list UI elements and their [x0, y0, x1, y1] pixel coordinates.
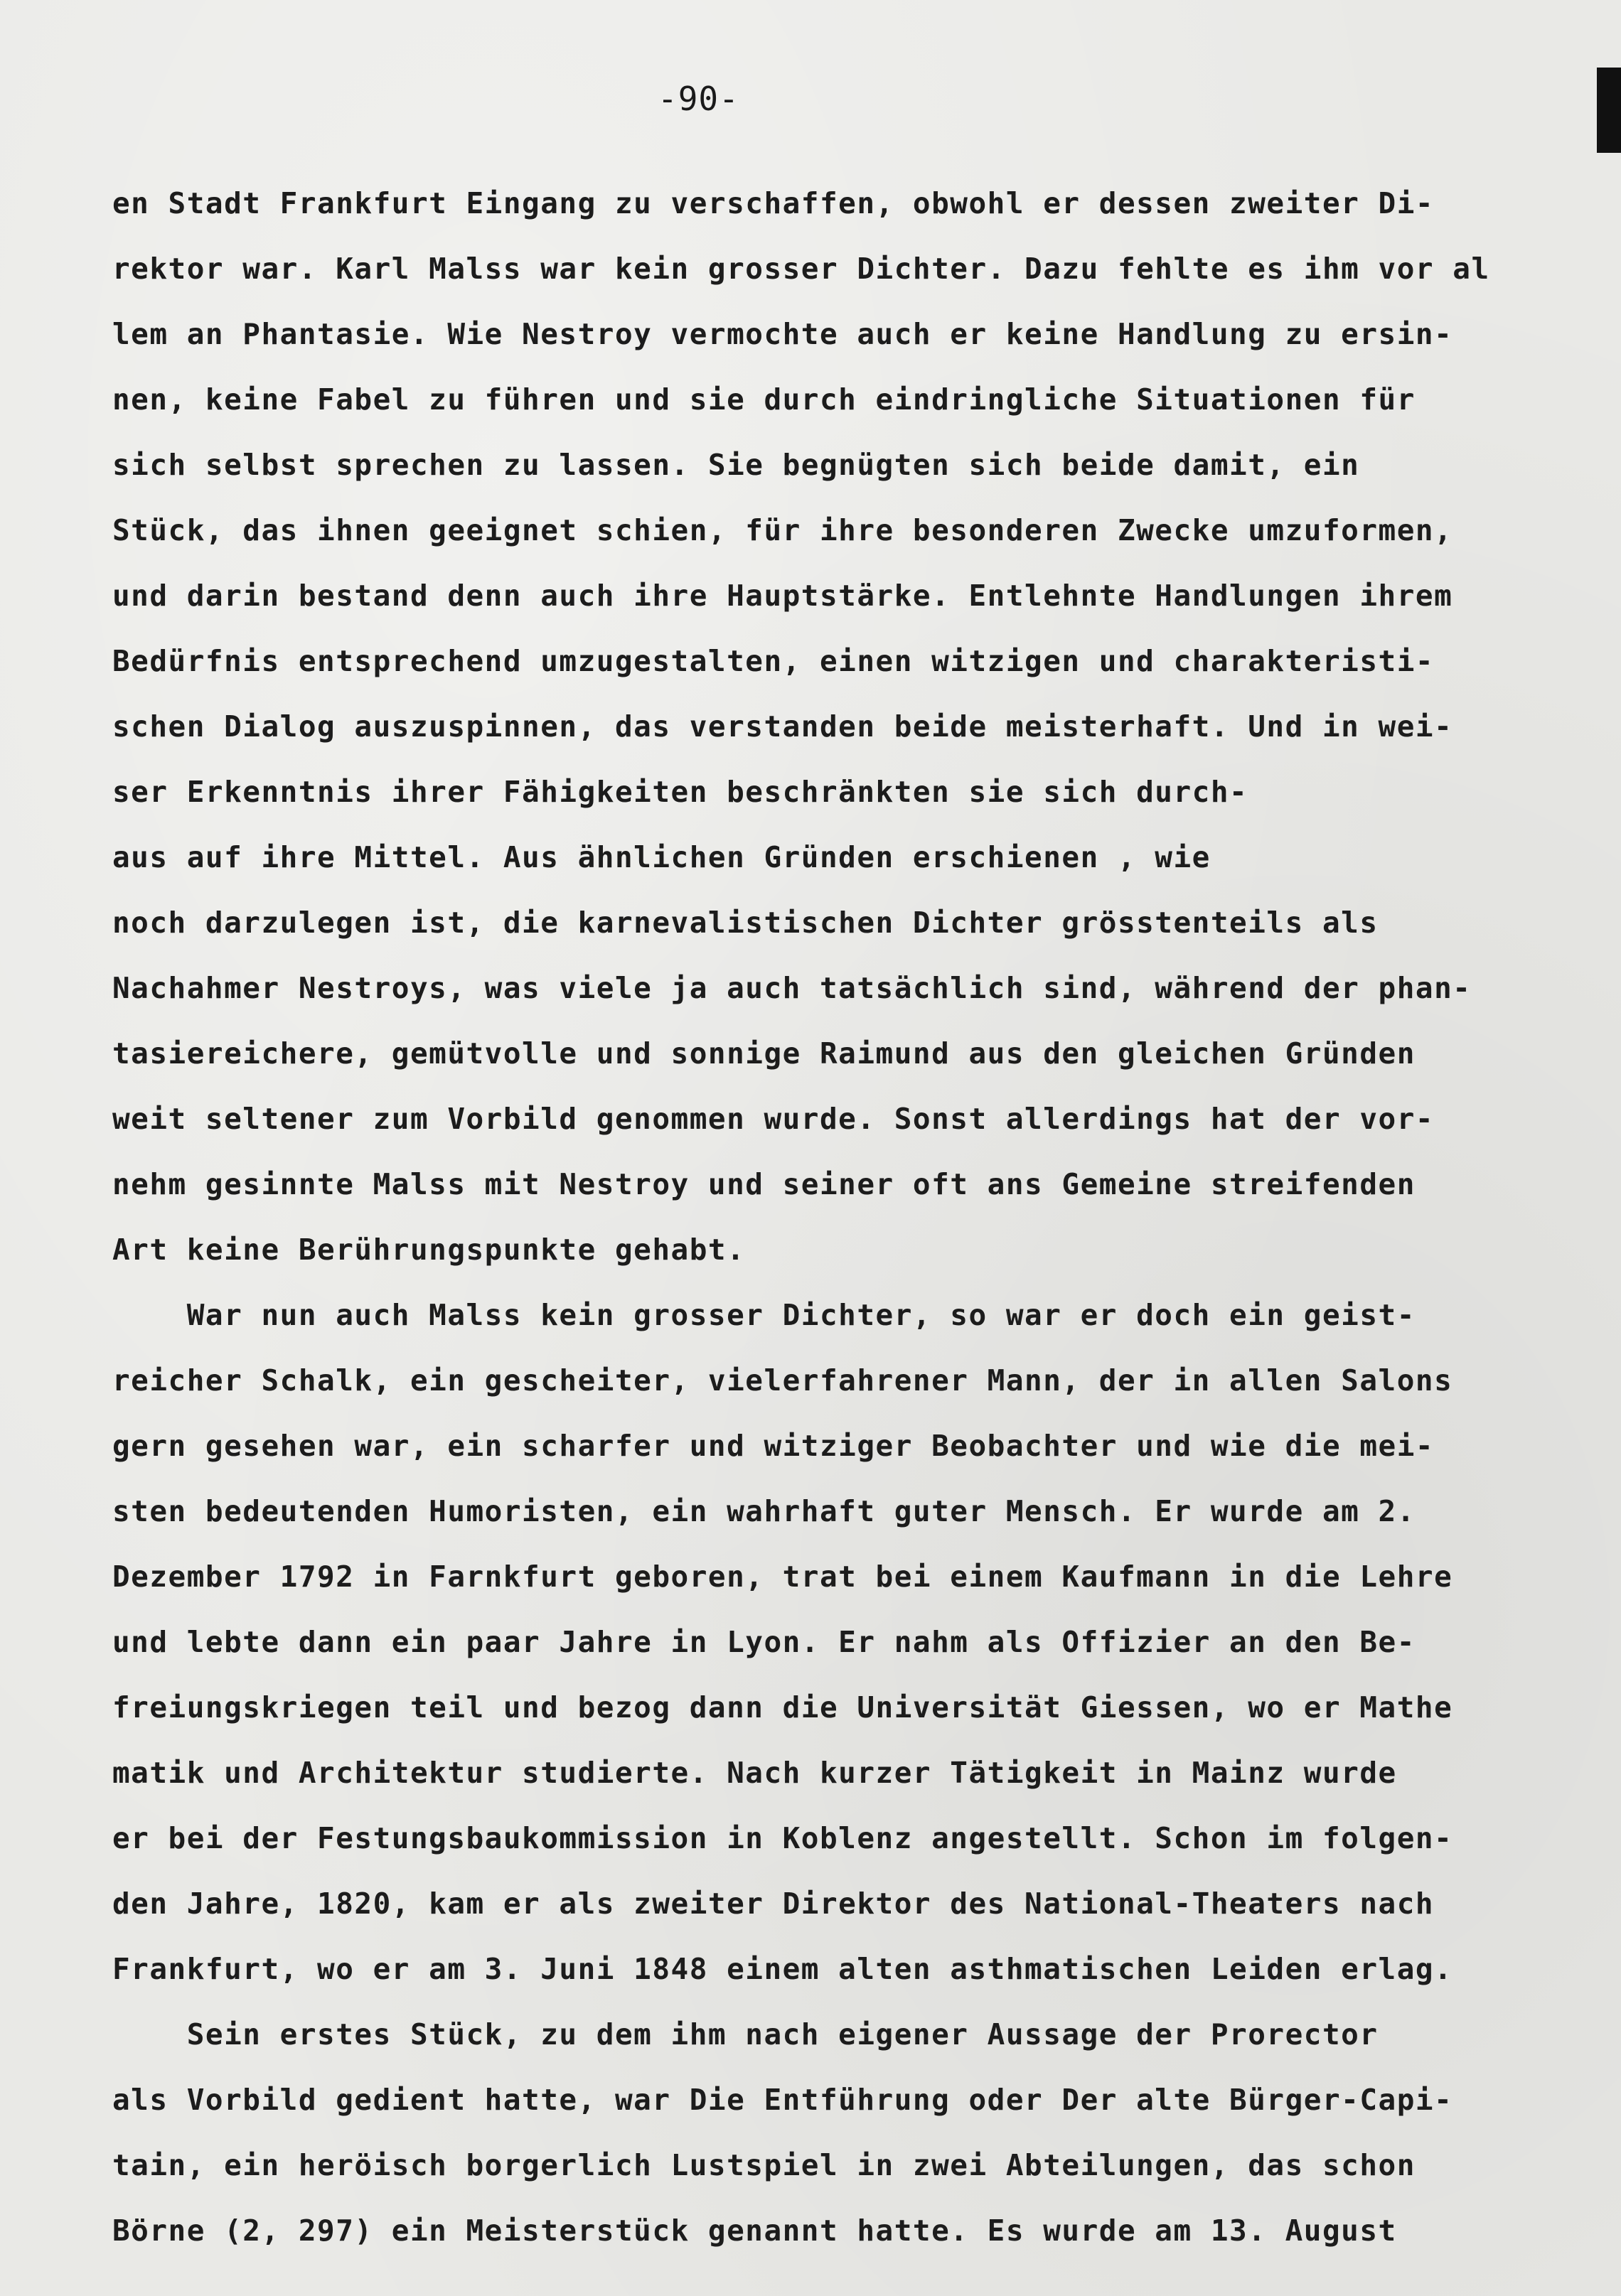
text-line: den Jahre, 1820, kam er als zweiter Direktor des National-Theaters nach	[112, 1887, 1435, 1921]
text-line: freiungskriegen teil und bezog dann die Universität Giessen, wo er Mathe	[112, 1690, 1453, 1724]
text-line: Bedürfnis entsprechend umzugestalten, einen witzigen und charakteristi-	[112, 644, 1435, 678]
text-line: aus auf ihre Mittel. Aus ähnlichen Gründen erschienen , wie	[112, 840, 1211, 874]
text-line: gern gesehen war, ein scharfer und witziger Beobachter und wie die mei-	[112, 1429, 1435, 1463]
page-number: -90-	[658, 80, 739, 118]
text-line: nehm gesinnte Malss mit Nestroy und seiner oft ans Gemeine streifenden	[112, 1167, 1416, 1201]
text-line: Art keine Berührungspunkte gehabt.	[112, 1233, 746, 1267]
text-line: matik und Architektur studierte. Nach kurzer Tätigkeit in Mainz wurde	[112, 1756, 1397, 1790]
text-line: er bei der Festungsbaukommission in Koblenz angestellt. Schon im folgen-	[112, 1821, 1453, 1855]
text-line: lem an Phantasie. Wie Nestroy vermochte auch er keine Handlung zu ersin-	[112, 317, 1453, 351]
text-line: tasiereichere, gemütvolle und sonnige Raimund aus den gleichen Gründen	[112, 1036, 1416, 1071]
text-line: en Stadt Frankfurt Eingang zu verschaffen, obwohl er dessen zweiter Di-	[112, 186, 1435, 220]
text-line: ser Erkenntnis ihrer Fähigkeiten beschränkten sie sich durch-	[112, 775, 1248, 809]
text-line: als Vorbild gedient hatte, war Die Entführung oder Der alte Bürger-Capi-	[112, 2083, 1453, 2117]
text-line: Nachahmer Nestroys, was viele ja auch tatsächlich sind, während der phan-	[112, 971, 1472, 1005]
text-line: sich selbst sprechen zu lassen. Sie begnügten sich beide damit, ein	[112, 448, 1360, 482]
text-line: Frankfurt, wo er am 3. Juni 1848 einem alten asthmatischen Leiden erlag.	[112, 1952, 1453, 1986]
text-line: Sein erstes Stück, zu dem ihm nach eigener Aussage der Prorector	[112, 2017, 1379, 2051]
text-line: und lebte dann ein paar Jahre in Lyon. Er nahm als Offizier an den Be-	[112, 1625, 1416, 1659]
text-line: schen Dialog auszuspinnen, das verstanden beide meisterhaft. Und in wei-	[112, 709, 1453, 744]
text-line: Stück, das ihnen geeignet schien, für ihre besonderen Zwecke umzuformen,	[112, 513, 1453, 547]
text-line: rektor war. Karl Malss war kein grosser Dichter. Dazu fehlte es ihm vor al	[112, 252, 1490, 286]
text-line: War nun auch Malss kein grosser Dichter, so war er doch ein geist-	[112, 1298, 1416, 1332]
typewritten-text	[112, 171, 1591, 2263]
text-line: reicher Schalk, ein gescheiter, vielerfahrener Mann, der in allen Salons	[112, 1363, 1453, 1398]
page-edge-mark	[1597, 68, 1621, 153]
text-line: noch darzulegen ist, die karnevalistischen Dichter grösstenteils als	[112, 906, 1379, 940]
text-line: Dezember 1792 in Farnkfurt geboren, trat bei einem Kaufmann in die Lehre	[112, 1560, 1453, 1594]
text-line: tain, ein heröisch borgerlich Lustspiel in zwei Abteilungen, das schon	[112, 2148, 1416, 2182]
text-line: Börne (2, 297) ein Meisterstück genannt hatte. Es wurde am 13. August	[112, 2214, 1397, 2248]
text-line: sten bedeutenden Humoristen, ein wahrhaft guter Mensch. Er wurde am 2.	[112, 1494, 1416, 1528]
text-line: nen, keine Fabel zu führen und sie durch eindringliche Situationen für	[112, 382, 1416, 417]
text-line: und darin bestand denn auch ihre Hauptstärke. Entlehnte Handlungen ihrem	[112, 579, 1453, 613]
text-line: weit seltener zum Vorbild genommen wurde. Sonst allerdings hat der vor-	[112, 1102, 1435, 1136]
